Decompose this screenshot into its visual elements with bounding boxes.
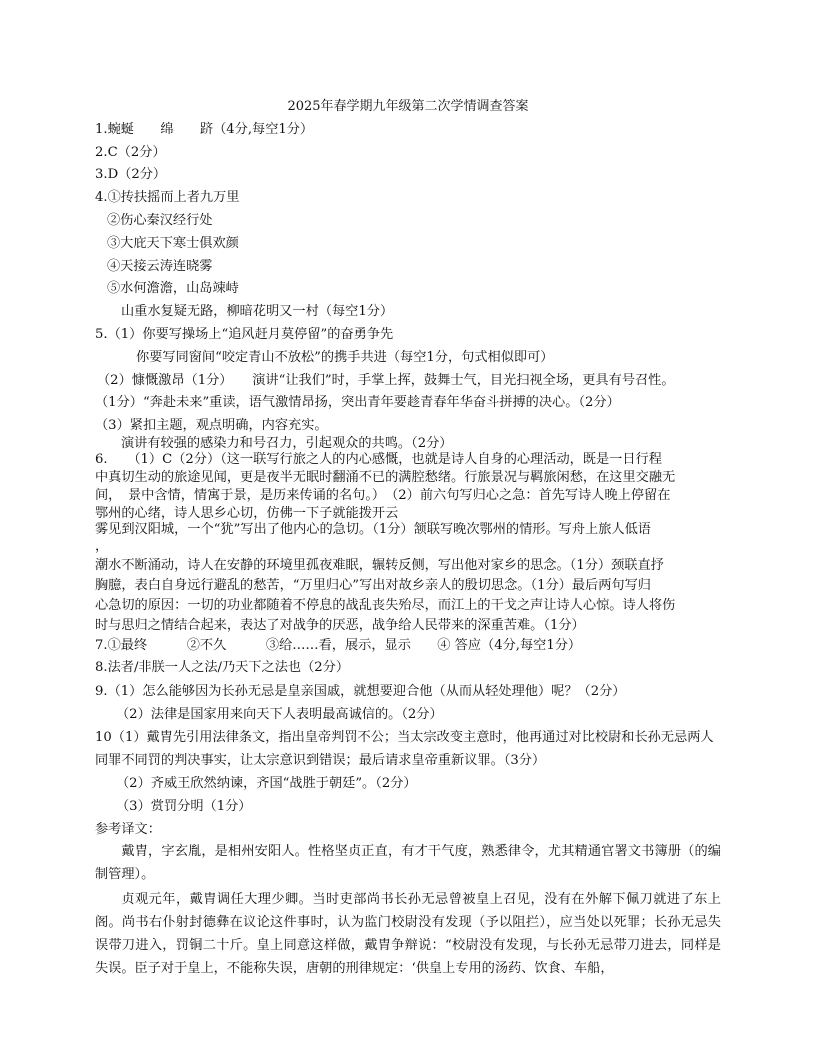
answer-line-8: 8.法者/非朕一人之法/乃天下之法也（2分） [95, 660, 350, 675]
answer-line-5: 5.（1）你要写操场上“追风赶月莫停留”的奋勇争先 [95, 327, 394, 342]
answer-line-6-2: 中真切生动的旅途见闻，更是夜半无眠时翻涌不已的满腔愁绪。行旅景况与羁旅闲愁，在这里交融无 [95, 470, 676, 485]
answer-line-5-6: 演讲有较强的感染力和号召力，引起观众的共鸣。（2分） [121, 436, 453, 451]
translation-paragraph: 贞观元年，戴胄调任大理少卿。当时吏部尚书长孙无忌曾被皇上召见，没有在外解下佩刀就进了东上阁。尚书右仆射封德彝在议论这件事时，认为监门校尉没有发现（予以阻拦），应当处以死罪；长孙无忌失误带刀进入，罚铜二十斤。皇上同意这样做，戴胄争辩说：“校尉没有发现，与长孙无忌带刀进去，同样是失误。臣子对于皇上，不能称失误，唐朝的刑律规定：‘供皇上专用的汤药、饮食、车船， [95, 892, 721, 976]
document-title: 2025年春学期九年级第二次学情调查答案 [287, 99, 529, 114]
answer-line-4-2: ②伤心秦汉经行处 [107, 213, 213, 228]
answer-line-6-3: 间， 景中含情，情寓于景，是历来传诵的名句。） （2）前六句写归心之急：首先写诗人晚上停留在 [95, 488, 671, 503]
answer-line-1: 1.蜿蜒 绵 跻（4分,每空1分） [95, 122, 314, 137]
answer-line-6-9: 心急切的原因：一切的功业都随着不停息的战乱丧失殆尽，而江上的干戈之声让诗人心惊。诗人将伤 [95, 598, 676, 613]
translation-body [95, 840, 721, 980]
translation-paragraph: 戴胄，字玄胤，是相州安阳人。性格坚贞正直，有才干气度，熟悉律令，尤其精通官署文书簿册（的编制管理）。 [95, 844, 721, 882]
answer-line-6-8: 胸臆，表白自身远行避乱的愁苦，“万里归心”写出对故乡亲人的殷切思念。（1分）最后两句写归 [95, 578, 651, 593]
answer-line-9-2: （2）法律是国家用来向天下人表明最高诚信的。（2分） [116, 707, 443, 722]
answer-line-4: 4.①抟扶摇而上者九万里 [95, 190, 240, 205]
answer-line-5-2: 你要写同窗间“咬定青山不放松”的携手共进（每空1分，句式相似即可） [136, 350, 554, 365]
answer-line-5-5: （3）紧扣主题，观点明确，内容充实。 [95, 418, 328, 433]
answer-line-6-7: 潮水不断涌动，诗人在安静的环境里孤夜难眠，辗转反侧，写出他对家乡的思念。（1分）颈联直抒 [95, 558, 664, 573]
translation-heading: 参考译文： [95, 822, 161, 837]
answer-line-6-5: 雾见到汉阳城，一个“犹”写出了他内心的急切。（1分）颔联写晚次鄂州的情形。写舟上旅人低语 [95, 522, 651, 537]
answer-line-6-4: 鄂州的心绪，诗人思乡心切，仿佛一下子就能拨开云 [95, 506, 399, 521]
answer-line-10-4: （3）赏罚分明（1分） [116, 799, 252, 814]
answer-line-4-5: ⑤水何澹澹，山岛竦峙 [107, 281, 239, 296]
answer-line-3: 3.D（2分） [95, 167, 167, 182]
answer-line-5-4: （1分）“奔赴未来”重读，语气激情昂扬，突出青年要趁青春年华奋斗拼搏的决心。（2分） [95, 395, 620, 410]
answer-line-10-3: （2）齐威王欣然纳谏，齐国“战胜于朝廷”。（2分） [116, 776, 417, 791]
answer-line-5-3: （2）慷慨激昂（1分） 演讲“让我们”时，手掌上挥，鼓舞士气，目光扫视全场，更具有号召性。 [97, 373, 675, 388]
answer-line-4-6: 山重水复疑无路，柳暗花明又一村（每空1分） [121, 304, 394, 319]
answer-line-4-4: ④天接云涛连晓雾 [107, 259, 213, 274]
answer-line-9: 9.（1）怎么能够因为长孙无忌是皇亲国戚，就想要迎合他（从而从轻处理他）呢？（2分） [95, 684, 626, 699]
answer-line-2: 2.C（2分） [95, 145, 166, 160]
answer-line-6-10: 时与思归之情结合起来，表达了对战争的厌恶，战争给人民带来的深重苦难。（1分） [95, 618, 585, 633]
answer-line-4-3: ③大庇天下寒士俱欢颜 [107, 236, 239, 251]
answer-line-6-6: ， [95, 539, 109, 554]
answer-line-10: 10（1）戴胄先引用法律条文，指出皇帝判罚不公；当太宗改变主意时，他再通过对比校尉和长孙无忌两人 [95, 730, 714, 745]
answer-line-7: 7.①最终 ②不久 ③给……看，展示，显示 ④ 答应（4分,每空1分） [95, 638, 582, 653]
answer-line-6: 6. （1）C（2分）（这一联写行旅之人的内心感慨，也就是诗人自身的心理活动，既是一日行程 [95, 452, 662, 467]
answer-line-10-2: 同罪不同罚的判决事实，让太宗意识到错误；最后请求皇帝重新议罪。（3分） [95, 753, 546, 768]
